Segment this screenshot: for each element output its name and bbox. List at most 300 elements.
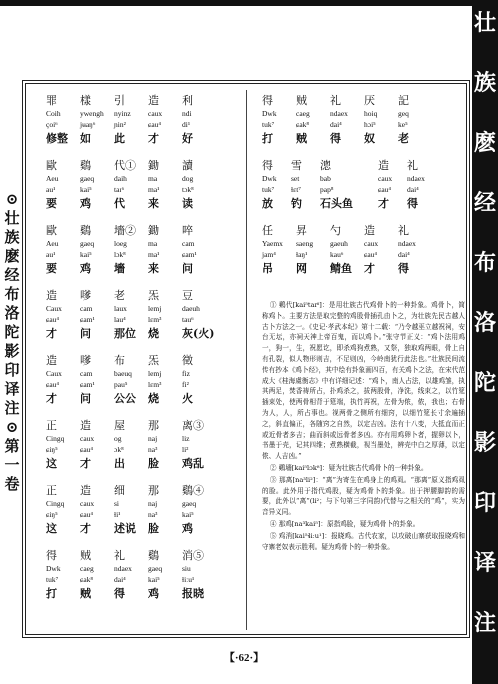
band-glyph: 族 — [473, 70, 496, 96]
entry-cell: ɕau⁴ — [364, 250, 378, 259]
entry-cell: 昇 — [296, 224, 307, 237]
entry-cell: 鷄 — [80, 159, 91, 172]
glossary-entry — [46, 93, 234, 158]
book-title-vertical — [3, 190, 21, 494]
entry-row-tr — [46, 326, 234, 341]
band-glyph: 注 — [473, 610, 496, 636]
entry-cell: 修整 — [46, 132, 68, 145]
entry-cell: tau⁶ — [182, 315, 194, 324]
band-glyph: 布 — [473, 250, 496, 276]
entry-row-chi — [46, 288, 234, 303]
entry-cell: daeuh — [182, 304, 200, 313]
entry-cell: ndaex — [114, 564, 132, 573]
entry-cell: 这 — [46, 457, 57, 470]
entry-cell: 得 — [407, 197, 418, 210]
band-glyph: 经 — [473, 190, 496, 216]
entry-cell: ma — [148, 239, 158, 248]
entry-cell: 代 — [114, 197, 125, 210]
entry-cell: 公公 — [114, 392, 136, 405]
entry-cell: 造 — [46, 354, 57, 367]
entry-cell: 贼 — [80, 587, 91, 600]
entry-row-ipa — [262, 184, 462, 196]
entry-row-tr — [46, 261, 234, 276]
glossary-entry — [46, 548, 234, 613]
footnote: ⑤ 鸡消[kai⁵ɬiːu¹]：报晓鸡。古代农家，以攻破山寨获取报晓鸡和守寨老奴表示胜利。疑为鸡骨卜的一种卦象。 — [262, 531, 465, 551]
entry-row-ipa — [262, 249, 462, 261]
entry-cell: 利 — [182, 94, 193, 107]
entry-cell: 造 — [80, 419, 91, 432]
entry-cell: 得 — [262, 94, 273, 107]
entry-cell: caux — [148, 109, 163, 118]
entry-cell: 来 — [148, 197, 159, 210]
footnotes — [262, 300, 465, 553]
entry-cell: 贼 — [80, 549, 91, 562]
footnote: ③ 那离[na³li²]：“离”为寄生在鸡身上的鸡虱。“那离”原义指鸡虱的脸。此外用于指代鸡股，疑为鸡骨卜的卦象。出于押腰脚韵的需要，此外以“离”(li²；与下句第三字同韵)代替与之相关的“鸡”，实为音异义同。 — [262, 475, 465, 517]
entry-cell: di¹ — [182, 120, 191, 129]
entry-cell: ke⁵ — [398, 120, 408, 129]
entry-cell: 造 — [46, 289, 57, 302]
entry-cell: ndaex — [407, 174, 425, 183]
entry-row-rom — [262, 108, 462, 119]
entry-cell: jʉaŋ⁶ — [80, 120, 96, 129]
entry-row-chi — [46, 223, 234, 238]
decorative-title-band — [472, 0, 498, 684]
entry-cell: 好 — [182, 132, 193, 145]
entry-row-chi — [46, 548, 234, 563]
entry-cell: 烧 — [148, 327, 159, 340]
entry-cell: 消⑤ — [182, 549, 204, 562]
entry-cell: 鸡乱 — [182, 457, 204, 470]
entry-cell: 得 — [330, 132, 341, 145]
entry-cell: lɛm³ — [148, 315, 162, 324]
entry-cell: 那位 — [114, 327, 136, 340]
entry-cell: Caux — [46, 304, 62, 313]
side-title-char: 族 — [4, 228, 20, 246]
entry-cell: ɕiŋ⁵ — [46, 510, 58, 519]
entry-cell: taɪ⁶ — [114, 185, 125, 194]
entry-cell: 罪 — [46, 94, 57, 107]
entry-cell: 这 — [46, 522, 57, 535]
entry-cell: tuk⁷ — [262, 120, 275, 129]
entry-cell: 墻② — [114, 224, 136, 237]
entry-cell: tɔk⁸ — [182, 185, 194, 194]
entry-cell: dai⁴ — [114, 575, 126, 584]
glossary-entry — [46, 158, 234, 223]
entry-cell: ma¹ — [148, 185, 160, 194]
glossary-entry — [46, 288, 234, 353]
entry-cell: 樣 — [80, 94, 91, 107]
footnote: ④ 那鸡[na³kai⁵]：原指鸡脸，疑为鸡骨卜的卦象。 — [269, 519, 420, 528]
entry-cell: cam — [182, 239, 195, 248]
entry-row-rom — [46, 433, 234, 444]
entry-cell: pap⁸ — [320, 185, 334, 194]
entry-cell: 鸡 — [148, 587, 159, 600]
entry-cell: baeuq — [114, 369, 132, 378]
glossary-entry — [46, 483, 234, 548]
entry-cell: kai⁵ — [80, 250, 92, 259]
entry-cell: Dwk — [262, 109, 277, 118]
entry-cell: 嗲 — [80, 289, 91, 302]
entry-cell: lɔk⁸ — [114, 250, 126, 259]
entry-cell: Aeu — [46, 239, 59, 248]
entry-cell — [349, 196, 378, 211]
entry-cell: 造 — [148, 94, 159, 107]
entry-cell: 墻 — [114, 262, 125, 275]
side-title-char: 影 — [4, 342, 20, 360]
entry-cell — [349, 158, 378, 173]
entry-cell: 细 — [114, 484, 125, 497]
entry-cell: kai⁵ — [148, 575, 160, 584]
entry-cell: na³ — [148, 445, 158, 454]
glossary-entry — [46, 223, 234, 288]
entry-row-chi — [262, 158, 462, 173]
glossary-entry — [262, 93, 462, 158]
entry-cell: 代① — [114, 159, 136, 172]
side-title-char: 洛 — [4, 304, 20, 322]
entry-cell: tuk⁷ — [46, 575, 59, 584]
entry-cell: 此 — [114, 132, 125, 145]
entry-cell: ɬi¹ — [114, 510, 121, 519]
side-title-char: 布 — [4, 285, 20, 303]
entry-cell: 礼 — [398, 224, 409, 237]
entry-cell: 造 — [378, 159, 389, 172]
entry-cell: 鸡 — [80, 197, 91, 210]
entry-cell: caux — [378, 174, 393, 183]
entry-row-ipa — [46, 119, 234, 131]
entry-cell: 才 — [378, 197, 389, 210]
entry-row-ipa — [46, 509, 234, 521]
entry-cell: 那 — [148, 419, 159, 432]
entry-cell: liz — [182, 434, 190, 443]
entry-cell: 歐 — [46, 224, 57, 237]
entry-cell: 打 — [262, 132, 273, 145]
page-number: 【·62·】 — [223, 652, 265, 664]
entry-cell: 讀 — [182, 159, 193, 172]
entry-cell: 鋤 — [148, 159, 159, 172]
entry-cell: 才 — [46, 392, 57, 405]
entry-cell: au¹ — [46, 250, 56, 259]
entry-cell: ɕam¹ — [80, 380, 95, 389]
entry-cell: ndaex — [398, 239, 416, 248]
entry-row-tr — [46, 586, 234, 601]
entry-cell — [349, 173, 378, 184]
entry-row-tr — [262, 261, 462, 276]
entry-row-rom — [46, 173, 234, 184]
column-divider — [246, 90, 247, 630]
entry-cell: dai⁴ — [407, 185, 419, 194]
entry-cell: 读 — [182, 197, 193, 210]
entry-cell: 才 — [148, 132, 159, 145]
entry-cell: 那 — [148, 484, 159, 497]
entry-cell: 放 — [262, 197, 273, 210]
entry-row-chi — [262, 223, 462, 238]
entry-cell: ɕam¹ — [182, 250, 197, 259]
entry-cell: 打 — [46, 587, 57, 600]
entry-row-chi — [46, 418, 234, 433]
side-title-char: 第 — [4, 437, 20, 455]
entry-cell: na³ — [148, 510, 158, 519]
entry-cell: 才 — [46, 327, 57, 340]
entry-row-rom — [262, 173, 462, 184]
entry-cell: Coih — [46, 109, 61, 118]
entry-cell: ma¹ — [148, 250, 160, 259]
entry-cell: gaeq — [148, 564, 163, 573]
entry-cell: 烧 — [148, 392, 159, 405]
entry-cell: 得 — [262, 159, 273, 172]
entry-cell: 问 — [80, 327, 91, 340]
entry-cell: geq — [398, 109, 409, 118]
entry-cell: caeg — [296, 109, 310, 118]
entry-cell: 要 — [46, 262, 57, 275]
entry-cell: 贼 — [296, 94, 307, 107]
entry-row-tr — [262, 196, 462, 211]
entry-cell: lemj — [148, 369, 162, 378]
entry-cell: caux — [364, 239, 379, 248]
entry-cell: naj — [148, 434, 158, 443]
entry-cell: og — [114, 434, 122, 443]
entry-cell: 屋 — [114, 419, 125, 432]
entry-row-tr — [46, 521, 234, 536]
entry-cell: naj — [148, 499, 158, 508]
entry-cell: 勺 — [330, 224, 341, 237]
entry-row-chi — [46, 93, 234, 108]
band-glyph: 洛 — [473, 310, 496, 336]
entry-cell: 鋤 — [148, 224, 159, 237]
entry-row-ipa — [46, 444, 234, 456]
entry-row-rom — [46, 563, 234, 574]
entry-cell: 徵 — [182, 354, 193, 367]
entry-cell: au¹ — [46, 185, 56, 194]
entry-cell: 贼 — [296, 132, 307, 145]
band-glyph: 陀 — [473, 370, 496, 396]
entry-cell: ɕau⁴ — [80, 445, 94, 454]
entry-row-chi — [46, 353, 234, 368]
entry-cell: dai⁴ — [398, 250, 410, 259]
entry-cell: 厌 — [364, 94, 375, 107]
entry-cell: 脸 — [148, 457, 159, 470]
entry-cell: 来 — [148, 262, 159, 275]
entry-cell: Dwk — [46, 564, 61, 573]
entry-cell: 得 — [114, 587, 125, 600]
side-title-char: 印 — [4, 361, 20, 379]
side-title-char: 经 — [4, 266, 20, 284]
entry-cell: kai⁵ — [182, 510, 194, 519]
entry-cell — [349, 184, 378, 196]
entry-cell: 问 — [182, 262, 193, 275]
entry-row-rom — [262, 238, 462, 249]
entry-cell: kai⁵ — [80, 185, 92, 194]
entry-row-rom — [46, 303, 234, 314]
entry-cell: 才 — [364, 262, 375, 275]
entry-row-ipa — [46, 249, 234, 261]
band-glyph: 麽 — [473, 130, 496, 156]
entry-cell: 布 — [114, 354, 125, 367]
entry-cell: 礼 — [330, 94, 341, 107]
entry-cell: loeg — [114, 239, 127, 248]
side-title-char: 壮 — [4, 209, 20, 227]
entry-cell: 正 — [46, 419, 57, 432]
entry-cell: kau⁶ — [330, 250, 344, 259]
entry-cell: 正 — [46, 484, 57, 497]
entry-cell: saeng — [296, 239, 314, 248]
entry-cell: cam — [80, 369, 93, 378]
glossary-entry — [262, 158, 462, 223]
entry-row-ipa — [46, 314, 234, 326]
entry-cell: 要 — [46, 197, 57, 210]
entry-row-ipa — [262, 119, 462, 131]
entry-cell: 灰(火) — [182, 327, 215, 340]
entry-cell: 老 — [398, 132, 409, 145]
entry-cell: siu — [182, 564, 191, 573]
entry-cell: hoiq — [364, 109, 378, 118]
entry-cell: 述说 — [114, 522, 136, 535]
entry-cell: caux — [80, 499, 95, 508]
entry-cell: gaeq — [80, 239, 95, 248]
entry-row-tr — [262, 131, 462, 146]
entry-row-rom — [46, 498, 234, 509]
entry-cell: ɬiːu¹ — [182, 575, 195, 584]
glossary-entry — [46, 353, 234, 418]
entry-row-tr — [46, 391, 234, 406]
entry-cell: si — [114, 499, 120, 508]
entry-row-tr — [46, 456, 234, 471]
entry-cell: 炁 — [148, 354, 159, 367]
entry-cell: lau⁴ — [114, 315, 126, 324]
entry-cell: 礼 — [407, 159, 418, 172]
entry-cell: 鷄 — [148, 549, 159, 562]
entry-cell: ɕak⁸ — [296, 120, 310, 129]
entry-cell: caux — [80, 434, 95, 443]
entry-cell: 啐 — [182, 224, 193, 237]
entry-cell: 引 — [114, 94, 125, 107]
entry-cell: Aeu — [46, 174, 59, 183]
entry-cell: 钓 — [291, 197, 302, 210]
entry-row-tr — [46, 196, 234, 211]
entry-cell: jam⁴ — [262, 250, 276, 259]
entry-cell: 老 — [114, 289, 125, 302]
entry-cell: ɲin² — [114, 120, 126, 129]
side-title-char: 麽 — [4, 247, 20, 265]
entry-cell: dog — [182, 174, 194, 183]
entry-cell: 嗲 — [80, 354, 91, 367]
footnote: ① 鷄代[kai⁵taɪ⁶]：是用壮族古代鸡骨卜的一种卦象。鸡骨卜，简称鸡卜。主要方法是取完整的鸡股骨插孔由卜之，为壮族先民古越人古卜方法之一。《史记·孝武本纪》第十二载：“乃令越巫立越祝祠，安台无坛，亦祠天神上帝百鬼，而以鸡卜。”张守节正义：“鸡卜法用鸡一，狗一，生，祝愿讫，即杀鸡狗煮熟，又祭，独取鸡两眼，骨上自有孔裂，似人物形则吉，不足则凶，今岭南犹行此法也。”壮族民间流传有抄本《鸡卜经》，其中绘有卦象画四百，有关鸡卜之法，在宋代范成大《桂海虞衡志》中有详细记述：“鸡卜，南人占法，以雄鸡雏，执其两足，焚香祷所占，扑鸡杀之，拔两股骨，净洗，线束之，以竹筵插束处，使两骨相背于筵端，执竹再祝，左骨为侬，侬，我也；右骨为人，人，所占事也。视两骨之侧所有细窍，以细竹筵长寸余遍插之，斜直偏正，各随窍之自然，以定吉凶。法有十八变，大抵直而正或近骨者多吉；曲而斜或远骨者多凶。亦有用鸡卵卜者，握卵以卜，书墨于壳，记其四维；煮熟横截，视当墨处，辨壳中白之厚薄，以定侬、人吉凶。” — [262, 301, 465, 461]
glossary-column-left — [46, 93, 234, 613]
entry-cell: çoi⁶ — [46, 120, 58, 129]
entry-cell: Cingq — [46, 499, 65, 508]
entry-row-rom — [46, 368, 234, 379]
entry-cell: 才 — [80, 457, 91, 470]
entry-cell: 吊 — [262, 262, 273, 275]
entry-cell: nyinz — [114, 109, 131, 118]
side-title-char: 译 — [4, 380, 20, 398]
entry-cell: 得 — [398, 262, 409, 275]
entry-cell: 如 — [80, 132, 91, 145]
entry-cell: Yaemx — [262, 239, 283, 248]
entry-cell: ɕau⁴ — [46, 315, 60, 324]
entry-cell: 鲭鱼 — [330, 262, 352, 275]
entry-row-tr — [46, 131, 234, 146]
glossary-entry — [46, 418, 234, 483]
side-title-char: 注 — [4, 399, 20, 417]
entry-cell: Cingq — [46, 434, 65, 443]
side-title-char: 一 — [4, 456, 20, 474]
entry-row-ipa — [46, 184, 234, 196]
entry-row-ipa — [46, 574, 234, 586]
entry-cell: Caux — [46, 369, 62, 378]
entry-cell: ɔk⁸ — [114, 445, 124, 454]
entry-cell: Dwk — [262, 174, 277, 183]
entry-cell: ndaex — [330, 109, 348, 118]
entry-cell: 奴 — [364, 132, 375, 145]
entry-cell: 造 — [364, 224, 375, 237]
entry-cell: ɕam¹ — [80, 315, 95, 324]
entry-cell: ɕak⁸ — [80, 575, 94, 584]
entry-cell: li² — [182, 445, 189, 454]
entry-cell: dai⁴ — [330, 120, 342, 129]
entry-cell: fiz — [182, 369, 190, 378]
band-glyph: 译 — [473, 550, 496, 576]
entry-cell: pau⁵ — [114, 380, 128, 389]
entry-cell: ɬaŋ¹ — [296, 250, 308, 259]
entry-cell: ɬɛt⁷ — [291, 185, 301, 194]
entry-cell: 豆 — [182, 289, 193, 302]
entry-cell: ɕiŋ⁵ — [46, 445, 58, 454]
entry-row-chi — [262, 93, 462, 108]
entry-cell: ɕau⁴ — [148, 120, 162, 129]
entry-cell: 脸 — [148, 522, 159, 535]
entry-cell: 才 — [80, 522, 91, 535]
entry-cell: 鷄 — [80, 224, 91, 237]
entry-cell: set — [291, 174, 300, 183]
entry-cell: cam — [80, 304, 93, 313]
entry-cell: ɕau⁴ — [378, 185, 392, 194]
entry-cell: caeg — [80, 564, 94, 573]
band-glyph: 壮 — [473, 10, 496, 36]
entry-cell: 任 — [262, 224, 273, 237]
entry-cell: 得 — [46, 549, 57, 562]
entry-cell: 网 — [296, 262, 307, 275]
entry-cell: 离③ — [182, 419, 204, 432]
entry-cell: hɔi⁵ — [364, 120, 376, 129]
glossary-column-right — [262, 93, 462, 288]
entry-row-rom — [46, 238, 234, 249]
entry-cell: lɛm³ — [148, 380, 162, 389]
entry-cell: 鸡 — [80, 262, 91, 275]
entry-cell: ywengh — [80, 109, 104, 118]
entry-cell: laux — [114, 304, 127, 313]
entry-cell: fi² — [182, 380, 189, 389]
entry-cell: gaeq — [182, 499, 197, 508]
entry-cell: ɕau⁴ — [46, 380, 60, 389]
entry-cell: 礼 — [114, 549, 125, 562]
entry-cell: 鸡 — [182, 522, 193, 535]
top-border — [0, 0, 498, 6]
entry-row-chi — [46, 483, 234, 498]
entry-cell: tuk⁷ — [262, 185, 275, 194]
entry-cell: bab — [320, 174, 331, 183]
entry-row-chi — [46, 158, 234, 173]
band-glyph: 影 — [473, 430, 496, 456]
entry-cell: ɕau⁴ — [80, 510, 94, 519]
entry-cell: 漗 — [320, 159, 331, 172]
entry-cell: 雪 — [291, 159, 302, 172]
side-title-char: 陀 — [4, 323, 20, 341]
entry-cell: 鷄④ — [182, 484, 204, 497]
entry-cell: ndi — [182, 109, 192, 118]
entry-cell: 炁 — [148, 289, 159, 302]
entry-cell: gaeuh — [330, 239, 348, 248]
band-glyph: 印 — [473, 490, 496, 516]
